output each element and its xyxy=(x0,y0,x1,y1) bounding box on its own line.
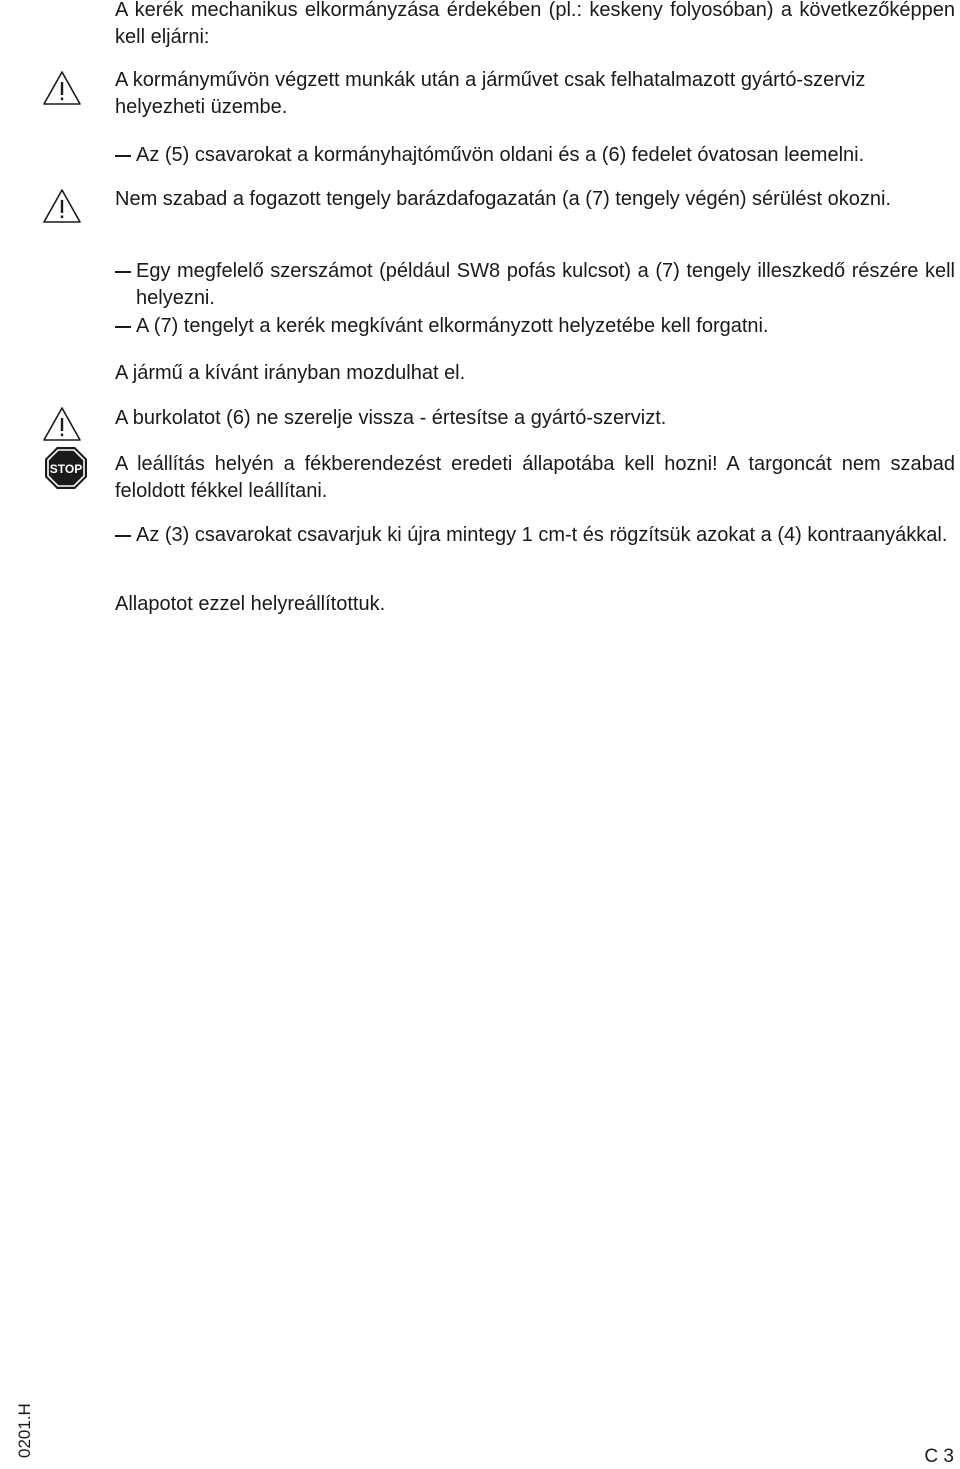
step-item-4 xyxy=(115,522,955,549)
step-text-4: Az (3) csavarokat csavarjuk ki újra mintegy 1 cm-t és rögzítsük azokat a (4) kontraanyákkal. xyxy=(136,524,948,546)
intro-paragraph: A kerék mechanikus elkormányzása érdekében (pl.: keskeny folyosóban) a következőképpen kell eljárni: xyxy=(115,0,955,48)
stop-sign-icon xyxy=(44,446,88,490)
dash-bullet xyxy=(115,535,131,537)
step-item-2 xyxy=(115,258,955,312)
step-item-3 xyxy=(115,313,955,340)
stop-sign-label: STOP xyxy=(49,462,83,476)
warning-triangle-icon xyxy=(42,188,82,224)
warning-triangle-icon xyxy=(42,70,82,106)
step-text-2: Egy megfelelő szerszámot (például SW8 pofás kulcsot) a (7) tengely illeszkedő részére kell helyezni. xyxy=(136,260,955,309)
warning-text-1: A kormányművön végzett munkák után a járművet csak felhatalmazott gyártó-szerviz helyezheti üzembe. xyxy=(115,69,866,118)
step-text-1: Az (5) csavarokat a kormányhajtóművön oldani és a (6) fedelet óvatosan leemelni. xyxy=(136,144,865,166)
closing-text: Allapotot ezzel helyreállítottuk. xyxy=(115,593,386,615)
warning-text-2: Nem szabad a fogazott tengely barázdafogazatán (a (7) tengely végén) sérülést okozni. xyxy=(115,188,892,210)
warning-text-3: A burkolatot (6) ne szerelje vissza - értesítse a gyártó-szervizt. xyxy=(115,407,667,429)
warning-triangle-icon xyxy=(42,406,82,442)
page-number: C 3 xyxy=(924,1446,954,1467)
step-text-3: A (7) tengelyt a kerék megkívánt elkormányzott helyzetébe kell forgatni. xyxy=(136,315,769,337)
step-item-1 xyxy=(115,142,955,169)
dash-bullet xyxy=(115,326,131,328)
dash-bullet xyxy=(115,155,131,157)
dash-bullet xyxy=(115,271,131,273)
document-code: 0201.H xyxy=(15,1403,34,1458)
note-text: A jármű a kívánt irányban mozdulhat el. xyxy=(115,362,466,384)
stop-text: A leállítás helyén a fékberendezést eredeti állapotába kell hozni! A targoncát nem szabad feloldott fékkel leállítani. xyxy=(115,453,955,502)
